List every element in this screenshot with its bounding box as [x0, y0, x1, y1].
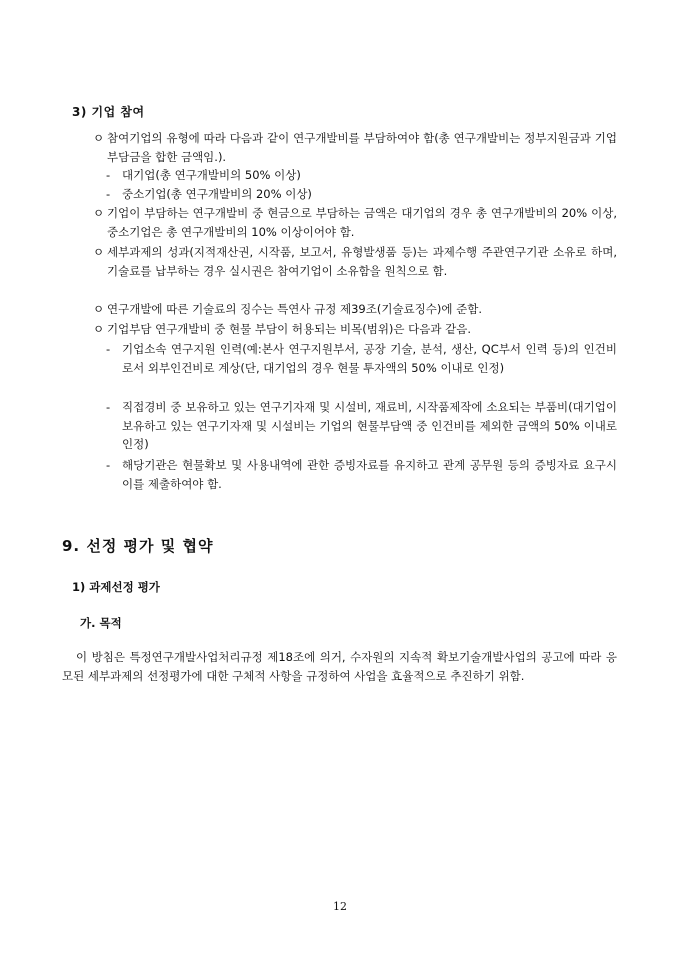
dash-icon: -: [106, 400, 111, 414]
subsection-heading: 1) 과제선정 평가: [72, 580, 160, 594]
list-item: [93, 300, 617, 319]
bullet-icon: ㅇ: [93, 206, 105, 220]
sub-list-item-text: 대기업(총 연구개발비의 50% 이상): [122, 168, 301, 182]
list-item: [93, 129, 617, 166]
dash-icon: -: [106, 187, 111, 201]
section-3-heading: 3) 기업 참여: [72, 105, 145, 119]
sub-list-item-text: 중소기업(총 연구개발비의 20% 이상): [122, 187, 312, 201]
subsubsection-heading: 가. 목적: [80, 616, 122, 630]
list-item-text: 참여기업의 유형에 따라 다음과 같이 연구개발비를 부담하여야 함(총 연구개발비는 정부지원금과 기업부담금을 합한 금액임.).: [107, 131, 617, 164]
list-item: [93, 204, 617, 241]
section-9-heading: 9. 선정 평가 및 협약: [62, 537, 214, 555]
list-item-text: 연구개발에 따른 기술료의 징수는 특연사 규정 제39조(기술료징수)에 준함.: [107, 302, 483, 316]
sub-list-item-text: 기업소속 연구지원 인력(예:본사 연구지원부서, 공장 기술, 분석, 생산, QC부서 인력 등)의 인건비로서 외부인건비로 계상(단, 대기업의 경우 현물 투자액의 50% 이내로 인정): [122, 342, 617, 375]
dash-icon: -: [106, 342, 111, 356]
sub-list-item: [106, 340, 617, 377]
sub-list-item-text: 직접경비 중 보유하고 있는 연구기자재 및 시설비, 재료비, 시작품제작에 소요되는 부품비(대기업이 보유하고 있는 연구기자재 및 시설비는 기업의 현물부담액 중 인건비를 제외한 금액의 50% 이내로 인정): [122, 400, 617, 451]
list-item: [93, 320, 617, 339]
list-item: [93, 243, 617, 280]
sub-list-item: [106, 398, 617, 454]
list-item-text: 기업이 부담하는 연구개발비 중 현금으로 부담하는 금액은 대기업의 경우 총 연구개발비의 20% 이상, 중소기업은 총 연구개발비의 10% 이상이어야 함.: [107, 206, 617, 239]
sub-list-item-text: 해당기관은 현물확보 및 사용내역에 관한 증빙자료를 유지하고 관계 공무원 등의 증빙자료 요구시 이를 제출하여야 함.: [122, 458, 617, 491]
list-item-text: 기업부담 연구개발비 중 현물 부담이 허용되는 비목(범위)은 다음과 같음.: [107, 322, 472, 336]
bullet-icon: ㅇ: [93, 322, 105, 336]
sub-list-item: [106, 456, 617, 493]
page-number: 12: [333, 900, 347, 913]
sub-list-item: [106, 185, 617, 204]
purpose-paragraph: 이 방침은 특정연구개발사업처리규정 제18조에 의거, 수자원의 지속적 확보기술개발사업의 공고에 따라 응모된 세부과제의 선정평가에 대한 구체적 사항을 규정하여 사업을 효율적으로 추진하기 위함.: [62, 650, 617, 683]
bullet-icon: ㅇ: [93, 245, 105, 259]
dash-icon: -: [106, 168, 111, 182]
sub-list-item: [106, 166, 617, 185]
list-item-text: 세부과제의 성과(지적재산권, 시작품, 보고서, 유형발생품 등)는 과제수행 주관연구기관 소유로 하며, 기술료를 납부하는 경우 실시권은 참여기업이 소유함을 원칙으로 함.: [107, 245, 617, 278]
bullet-icon: ㅇ: [93, 131, 105, 145]
dash-icon: -: [106, 458, 111, 472]
bullet-icon: ㅇ: [93, 302, 105, 316]
